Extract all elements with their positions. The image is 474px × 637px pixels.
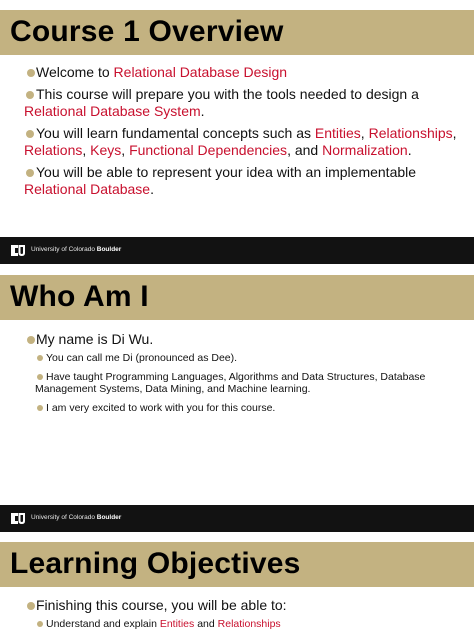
footer-university: University of Colorado Boulder <box>31 514 122 521</box>
bullet-item: You will learn fundamental concepts such as Entities, Relationships, Relations, Keys, Functional Dependencies, and Normalization. <box>24 125 457 158</box>
bullet-dot-icon <box>37 405 43 411</box>
sub-bullet-item: You can call me Di (pronounced as Dee). <box>0 352 474 365</box>
slide-learning-objectives <box>0 532 474 632</box>
bullet-dot-icon <box>37 621 43 627</box>
slide-course-overview <box>0 0 474 265</box>
cu-logo-icon <box>10 511 26 526</box>
bullet-dot-icon <box>26 169 34 177</box>
bullet-item: Finishing this course, you will be able to: <box>0 597 474 614</box>
slide-who-am-i <box>0 265 474 521</box>
bullet-dot-icon <box>26 130 34 138</box>
footer-university: University of Colorado Boulder <box>31 246 122 253</box>
slide-content <box>0 597 474 637</box>
bullet-dot-icon <box>37 355 43 361</box>
bullet-dot-icon <box>37 374 43 380</box>
cu-logo-icon <box>10 243 26 258</box>
slide-title: Learning Objectives <box>10 547 301 580</box>
bullet-dot-icon <box>27 69 35 77</box>
bullet-item: This course will prepare you with the tools needed to design a Relational Database System. <box>24 86 419 119</box>
bullet-item: Welcome to Relational Database Design <box>0 64 474 81</box>
title-band <box>0 542 474 587</box>
sub-bullet-item: Have taught Programming Languages, Algorithms and Data Structures, Database Management Systems, Data Mining, and Machine learning. <box>35 370 426 395</box>
sub-bullet-item: I am very excited to work with you for this course. <box>0 402 474 415</box>
bullet-dot-icon <box>27 336 35 344</box>
bullet-dot-icon <box>26 91 34 99</box>
title-band <box>0 10 474 55</box>
bullet-item: My name is Di Wu. <box>0 331 474 348</box>
bullet-item: You will be able to represent your idea with an implementable Relational Database. <box>24 164 417 197</box>
slide-title: Who Am I <box>10 280 149 313</box>
slide-title: Course 1 Overview <box>10 15 284 48</box>
sub-bullet-item: Understand and explain Entities and Relationships <box>0 618 474 631</box>
slide-content <box>0 331 474 420</box>
slide-footer <box>0 505 474 532</box>
title-band <box>0 275 474 320</box>
slide-footer <box>0 237 474 264</box>
bullet-dot-icon <box>27 602 35 610</box>
slide-content <box>0 64 474 203</box>
